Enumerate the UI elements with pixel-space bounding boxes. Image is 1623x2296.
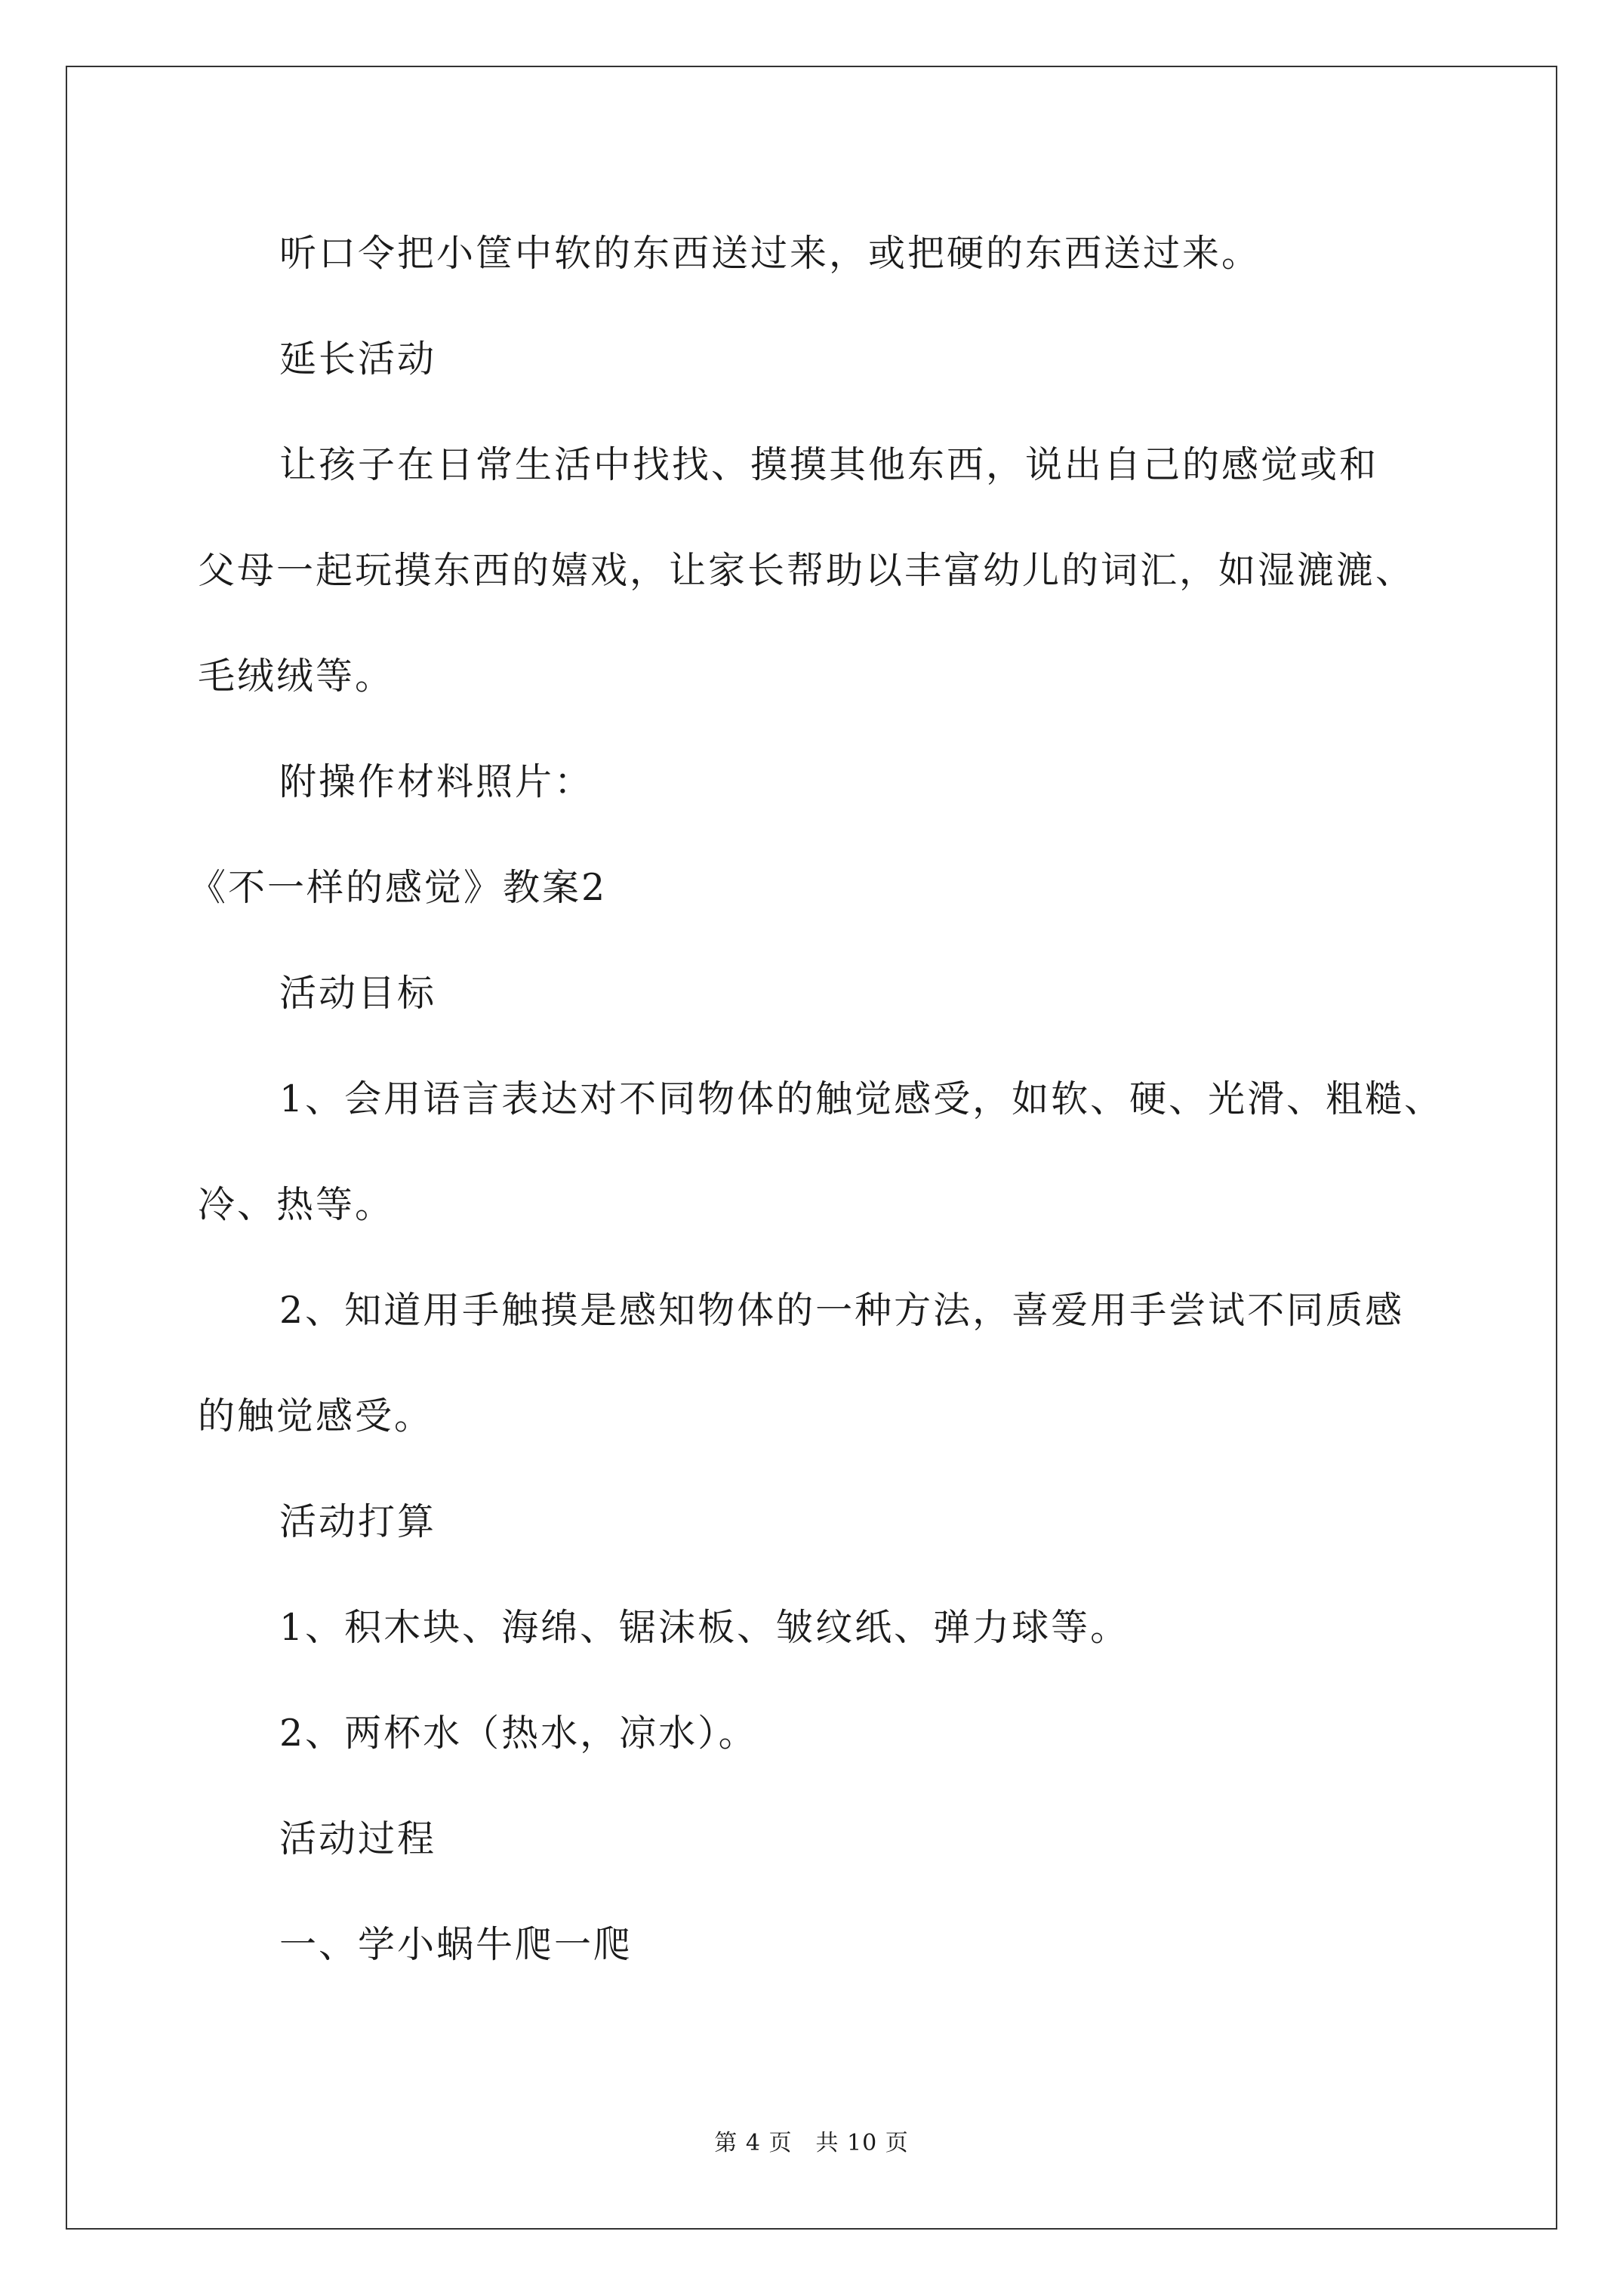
section-heading: 活动打算 [279,1500,437,1543]
page-border [66,66,1557,2230]
paragraph-line: 冷、热等。 [198,1183,395,1226]
document-title: 《不一样的感觉》教案2 [189,866,608,909]
paragraph-line: 一、学小蜗牛爬一爬 [279,1923,633,1966]
paragraph-line: 父母一起玩摸东西的嬉戏，让家长帮助以丰富幼儿的词汇，如湿漉漉、 [198,549,1415,592]
paragraph-line: 听口令把小筐中软的东西送过来，或把硬的东西送过来。 [279,232,1261,275]
paragraph-line: 的触觉感受。 [198,1395,434,1438]
paragraph-line: 附操作材料照片： [279,760,594,803]
paragraph-line: 毛绒绒等。 [198,655,395,698]
paragraph-line: 1、积木块、海绵、锯沫板、皱纹纸、弹力球等。 [279,1606,1130,1649]
page-number-footer: 第 4 页 共 10 页 [714,2130,909,2156]
section-heading: 活动目标 [279,972,437,1015]
paragraph-line: 让孩子在日常生活中找找、摸摸其他东西，说出自己的感觉或和 [279,443,1379,486]
paragraph-line: 2、知道用手触摸是感知物体的一种方法，喜爱用手尝试不同质感 [279,1289,1405,1332]
paragraph-line: 2、两杯水（热水，凉水）。 [279,1712,758,1755]
section-heading: 延长活动 [279,337,437,381]
paragraph-line: 1、会用语言表达对不同物体的触觉感受，如软、硬、光滑、粗糙、 [279,1077,1444,1120]
section-heading: 活动过程 [279,1817,437,1860]
